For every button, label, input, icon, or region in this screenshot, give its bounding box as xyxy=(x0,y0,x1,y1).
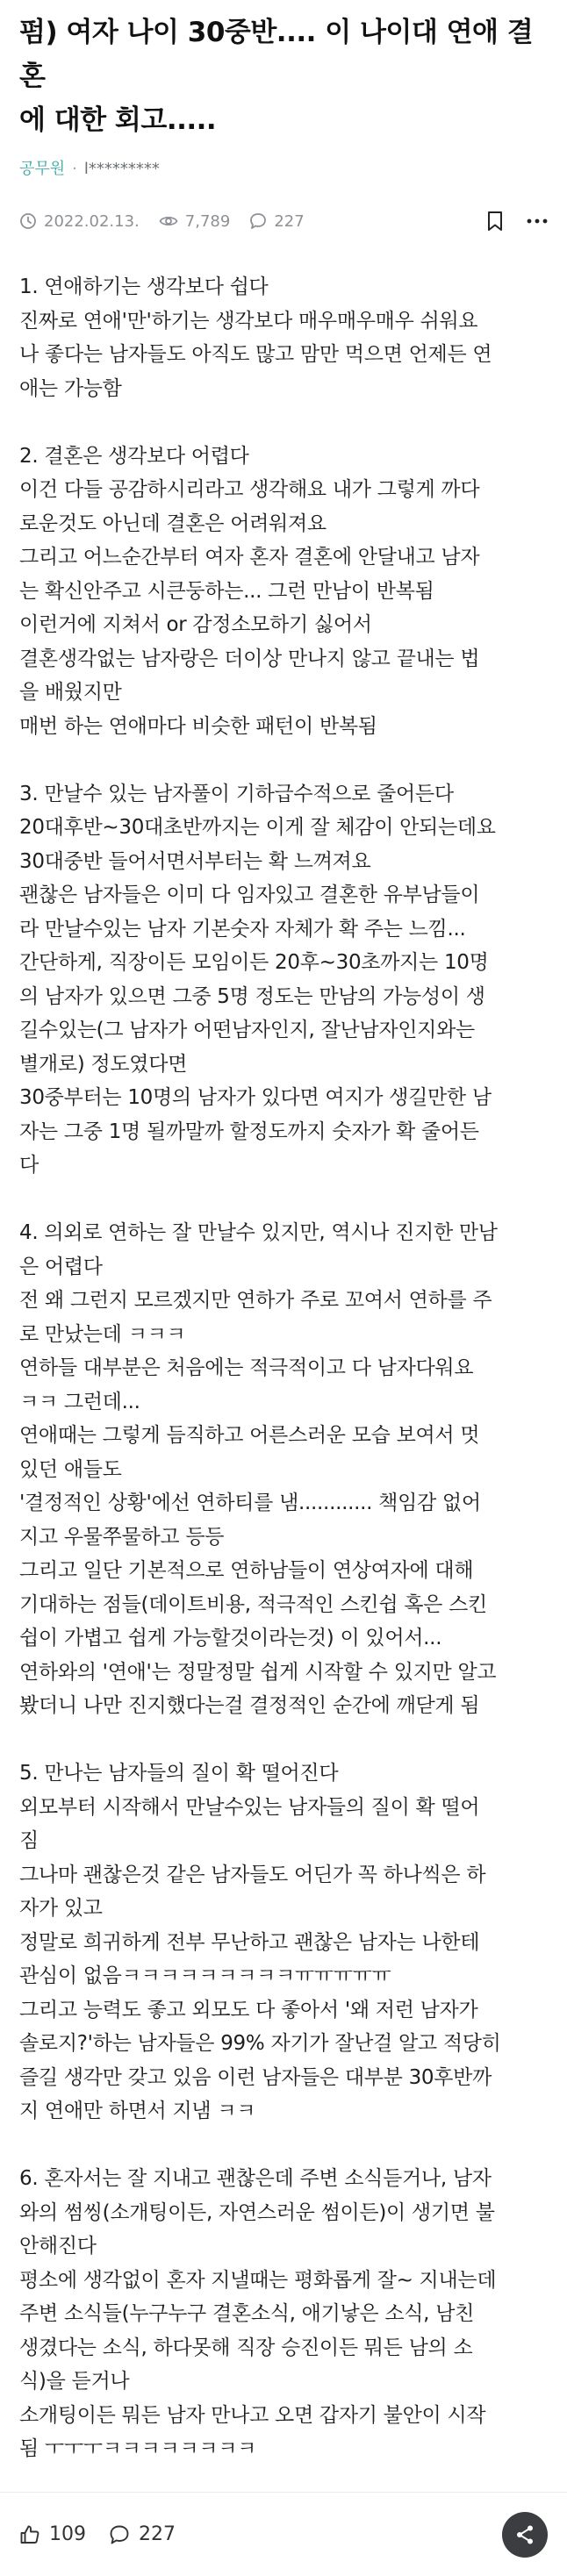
post-body-line xyxy=(19,743,548,777)
post-body-line: 길수있는(그 남자가 어떤남자인지, 잘난남자인지와는 xyxy=(19,1019,475,1041)
post-body-line: 그리고 일단 기본적으로 연하남들이 연상여자에 대해 xyxy=(19,1559,474,1582)
author-separator: · xyxy=(72,160,77,178)
post-body-line: 안해진다 xyxy=(19,2235,97,2258)
post-body-line: 봤더니 나만 진지했다는걸 결정적인 순간에 깨닫게 됨 xyxy=(19,1694,480,1717)
post-body-line: 연애때는 그렇게 듬직하고 어른스러운 모습 보여서 멋 xyxy=(19,1424,480,1447)
post-date xyxy=(19,212,140,231)
share-button[interactable] xyxy=(502,2512,548,2558)
post-body-line: 로 만났는데 ㅋㅋㅋ xyxy=(19,1322,186,1346)
post-body-line: 평소에 생각없이 혼자 지낼때는 평화롭게 잘~ 지내는데 xyxy=(19,2268,497,2292)
post-body-line: 그나마 괜찮은것 같은 남자들도 어딘가 꼭 하나씩은 하 xyxy=(19,1863,486,1886)
share-icon xyxy=(513,2523,536,2546)
post-body-line: 6. 혼자서는 잘 지내고 괜찮은데 주변 소식듣거나, 남자 xyxy=(19,2167,492,2190)
post-body-line: 결혼생각없는 남자랑은 더이상 만나지 않고 끝내는 법 xyxy=(19,647,480,670)
post-body-line: 지 연애만 하면서 지냄 ㅋㅋ xyxy=(19,2100,256,2122)
post-body-line: 전 왜 그런지 모르겠지만 연하가 주로 꼬여서 연하를 주 xyxy=(19,1289,492,1312)
post-meta xyxy=(0,181,567,239)
comment-icon xyxy=(249,212,267,230)
eye-icon xyxy=(159,212,178,230)
post-body-line: 소개팅이든 뭐든 남자 만나고 오면 갑자기 불안이 시작 xyxy=(19,2403,486,2427)
post-body-line: 별개로) 정도였다면 xyxy=(19,1052,188,1076)
post-body-line: 1. 연애하기는 생각보다 쉽다 xyxy=(19,275,269,298)
post-body-line: 즐길 생각만 갖고 있음 이런 남자들은 대부분 30후반까 xyxy=(19,2065,492,2089)
post-body-line: 이건 다들 공감하시리라고 생각해요 내가 그렇게 까다 xyxy=(19,478,480,501)
bookmark-icon xyxy=(486,211,504,232)
post-body-line: 있던 애들도 xyxy=(19,1457,122,1481)
post-body-line: 쉽이 가볍고 쉽게 가능할것이라는것) 이 있어서... xyxy=(19,1627,442,1649)
post-body-line: 관심이 없음ㅋㅋㅋㅋㅋㅋㅋㅋㅋㅠㅠㅠㅠㅠ xyxy=(19,1964,391,1987)
post-comments-count: 227 xyxy=(274,211,305,231)
post-body-line: 그리고 능력도 좋고 외모도 다 좋아서 '왜 저런 남자가 xyxy=(19,1998,478,2021)
post-body-line: 지고 우물쭈물하고 등등 xyxy=(19,1525,225,1549)
post-body-line: 자는 그중 1명 될까말까 할정도까지 숫자가 확 줄어든 xyxy=(19,1120,479,1143)
post-body xyxy=(0,239,567,2466)
post-body-line: 연하와의 '연애'는 정말정말 쉽게 시작할 수 있지만 알고 xyxy=(19,1660,497,1684)
like-count: 109 xyxy=(49,2523,86,2545)
comment-button[interactable] xyxy=(109,2523,176,2545)
post-body-line: 짐 xyxy=(19,1829,39,1852)
post-body-line: 애는 가능함 xyxy=(19,376,122,400)
post-date-text: 2022.02.13. xyxy=(44,211,140,231)
clock-icon xyxy=(19,212,37,230)
more-options-button[interactable] xyxy=(527,218,548,225)
post-body-line: 간단하게, 직장이든 모임이든 20후~30초까지는 10명 xyxy=(19,951,489,974)
post-body-line: ㅋㅋ 그런데... xyxy=(19,1390,140,1413)
post-body-line: 주변 소식들(누구누구 결혼소식, 애기낳은 소식, 남친 xyxy=(19,2302,475,2325)
post-footer-bar xyxy=(0,2492,567,2576)
post-body-line: 자가 있고 xyxy=(19,1897,103,1920)
post-body-line: 그리고 어느순간부터 여자 혼자 결혼에 안달내고 남자 xyxy=(19,546,480,569)
like-button[interactable] xyxy=(19,2523,86,2545)
post-body-line: 20대후반~30대초반까지는 이게 잘 체감이 안되는데요 xyxy=(19,816,496,839)
post-body-line: 로운것도 아닌데 결혼은 어려워져요 xyxy=(19,512,327,535)
post-body-line xyxy=(19,2129,548,2163)
post-body-line: 을 배웠지만 xyxy=(19,681,122,704)
post-body-line: 외모부터 시작해서 만날수있는 남자들의 질이 확 떨어 xyxy=(19,1795,480,1819)
thumbs-up-icon xyxy=(19,2524,40,2545)
comment-count: 227 xyxy=(139,2523,176,2545)
post-body-line: 은 어렵다 xyxy=(19,1255,103,1278)
post-body-line: 기대하는 점들(데이트비용, 적극적인 스킨쉽 혹은 스킨 xyxy=(19,1592,487,1616)
post-body-line xyxy=(19,405,548,440)
post-title-line: 펌) 여자 나이 30중반.... 이 나이대 연애 결혼 xyxy=(19,17,534,92)
more-horizontal-icon xyxy=(527,218,548,225)
post-views-count: 7,789 xyxy=(184,211,231,231)
post-views xyxy=(159,212,231,231)
author-row xyxy=(0,142,567,181)
post-body-line: 정말로 희귀하게 전부 무난하고 괜찮은 남자는 나한테 xyxy=(19,1930,480,1954)
comment-icon xyxy=(109,2524,130,2545)
author-company[interactable]: 공무원 xyxy=(19,160,66,178)
post-body-line: 30대중반 들어서면서부터는 확 느껴져요 xyxy=(19,849,371,873)
post-body-line: 솔로지?'하는 남자들은 99% 자기가 잘난걸 알고 적당히 xyxy=(19,2032,501,2055)
post-body-line: 4. 의외로 연하는 잘 만날수 있지만, 역시나 진지한 만남 xyxy=(19,1221,498,1244)
post-body-line: 3. 만날수 있는 남자풀이 기하급수적으로 줄어든다 xyxy=(19,782,454,805)
post-body-line: 2. 결혼은 생각보다 어렵다 xyxy=(19,444,249,468)
post-title-line: 에 대한 회고..... xyxy=(19,104,217,136)
post-body-line: '결정적인 상황'에선 연하티를 냄............ 책임감 없어 xyxy=(19,1492,481,1514)
post-body-line: 의 남자가 있으면 그중 5명 정도는 만남의 가능성이 생 xyxy=(19,984,485,1008)
post-body-line xyxy=(19,1183,548,1217)
post-body-line: 는 확신안주고 시큰둥하는... 그런 만남이 반복됨 xyxy=(19,579,434,603)
post-body-line: 30중부터는 10명의 남자가 있다면 여지가 생길만한 남 xyxy=(19,1086,492,1109)
post-body-line: 5. 만나는 남자들의 질이 확 떨어진다 xyxy=(19,1762,339,1785)
post-body-line: 생겼다는 소식, 하다못해 직장 승진이든 뭐든 남의 소 xyxy=(19,2336,473,2359)
post-body-line: 와의 썸씽(소개팅이든, 자연스러운 썸이든)이 생기면 불 xyxy=(19,2200,495,2224)
post-comments[interactable] xyxy=(249,212,304,231)
post-body-line: 다 xyxy=(19,1154,39,1177)
post-body-line: 나 좋다는 남자들도 아직도 많고 맘만 먹으면 언제든 연 xyxy=(19,343,492,366)
post-body-line: 연하들 대부분은 처음에는 적극적이고 다 남자다워요 xyxy=(19,1356,474,1379)
post-body-line: 매번 하는 연애마다 비슷한 패턴이 반복됨 xyxy=(19,714,377,738)
post-body-line: 진짜로 연애'만'하기는 생각보다 매우매우매우 쉬워요 xyxy=(19,309,478,333)
post-body-line: 라 만날수있는 남자 기본숫자 자체가 확 주는 느낌... xyxy=(19,917,466,941)
author-name[interactable]: l********* xyxy=(83,160,160,178)
post-body-line: 식)을 듣거나 xyxy=(19,2370,130,2393)
post-body-line xyxy=(19,1723,548,1757)
post-title xyxy=(0,0,567,142)
post-body-line: 괜찮은 남자들은 이미 다 임자있고 결혼한 유부남들이 xyxy=(19,884,480,906)
post-body-line: 이런거에 지쳐서 or 감정소모하기 싫어서 xyxy=(19,613,372,636)
post-body-line: 됨 ㅜㅜㅜㅋㅋㅋㅋㅋㅋㅋㅋ xyxy=(19,2437,257,2460)
bookmark-button[interactable] xyxy=(486,211,504,232)
